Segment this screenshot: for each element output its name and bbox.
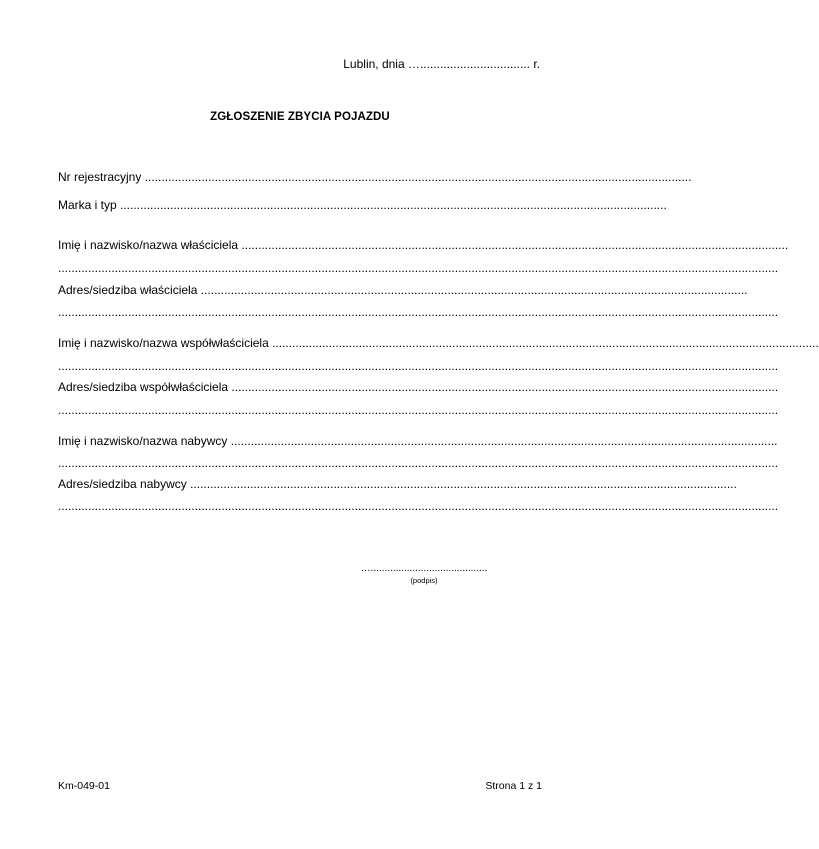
field-co-owner-address-continued (58, 403, 779, 417)
field-owner-name (58, 238, 789, 252)
footer-document-code: Km-049-01 (58, 780, 110, 792)
fill-in-dots: .................................................................................................................................................................... (190, 477, 737, 491)
field-label: Imię i nazwisko/nazwa nabywcy (58, 434, 231, 448)
fill-in-dots: ........................................................................................................................................................................................................................ (58, 261, 779, 275)
field-owner-address (58, 283, 748, 297)
field-buyer-name-continued (58, 456, 779, 470)
fill-in-dots: ........................................................................................................................................................................................................................ (58, 359, 779, 373)
place-date-line: Lublin, dnia …................................. r. (343, 57, 540, 71)
field-label: Nr rejestracyjny (58, 170, 145, 184)
fill-in-dots: .................................................................................................................................................................... (272, 336, 819, 350)
fill-in-dots: .................................................................................................................................................................... (144, 170, 692, 184)
field-label: Adres/siedziba właściciela (58, 283, 201, 297)
field-owner-name-continued (58, 261, 779, 275)
field-make-and-model (58, 198, 667, 212)
field-co-owner-name (58, 336, 819, 350)
field-registration-number (58, 170, 692, 184)
fill-in-dots: ........................................................................................................................................................................................................................ (58, 456, 779, 470)
signature-caption: (podpis) (410, 576, 438, 585)
field-co-owner-name-continued (58, 359, 779, 373)
footer-page-number: Strona 1 z 1 (485, 780, 542, 792)
field-label: Imię i nazwisko/nazwa współwłaściciela (58, 336, 273, 350)
fill-in-dots: ........................................................................................................................................................................................................................ (58, 403, 779, 417)
document-title: ZGŁOSZENIE ZBYCIA POJAZDU (210, 111, 390, 123)
signature-block (336, 563, 512, 586)
field-buyer-name (58, 434, 778, 448)
fill-in-dots: .................................................................................................................................................................... (230, 434, 778, 448)
fill-in-dots: .................................................................................................................................................................... (231, 380, 779, 394)
fill-in-dots: ........................................................................................................................................................................................................................ (58, 499, 779, 513)
fill-in-dots: .................................................................................................................................................................... (241, 238, 789, 252)
field-label: Marka i typ (58, 198, 121, 212)
signature-line: ….......................................... (360, 563, 488, 574)
fill-in-dots: ........................................................................................................................................................................................................................ (58, 305, 779, 319)
field-label: Imię i nazwisko/nazwa właściciela (58, 238, 242, 252)
fill-in-dots: .................................................................................................................................................................... (200, 283, 748, 297)
fill-in-dots: .................................................................................................................................................................... (120, 198, 667, 212)
field-buyer-address-continued (58, 499, 779, 513)
field-buyer-address (58, 477, 737, 491)
field-owner-address-continued (58, 305, 779, 319)
field-label: Adres/siedziba współwłaściciela (58, 380, 232, 394)
field-label: Adres/siedziba nabywcy (58, 477, 191, 491)
field-co-owner-address (58, 380, 779, 394)
